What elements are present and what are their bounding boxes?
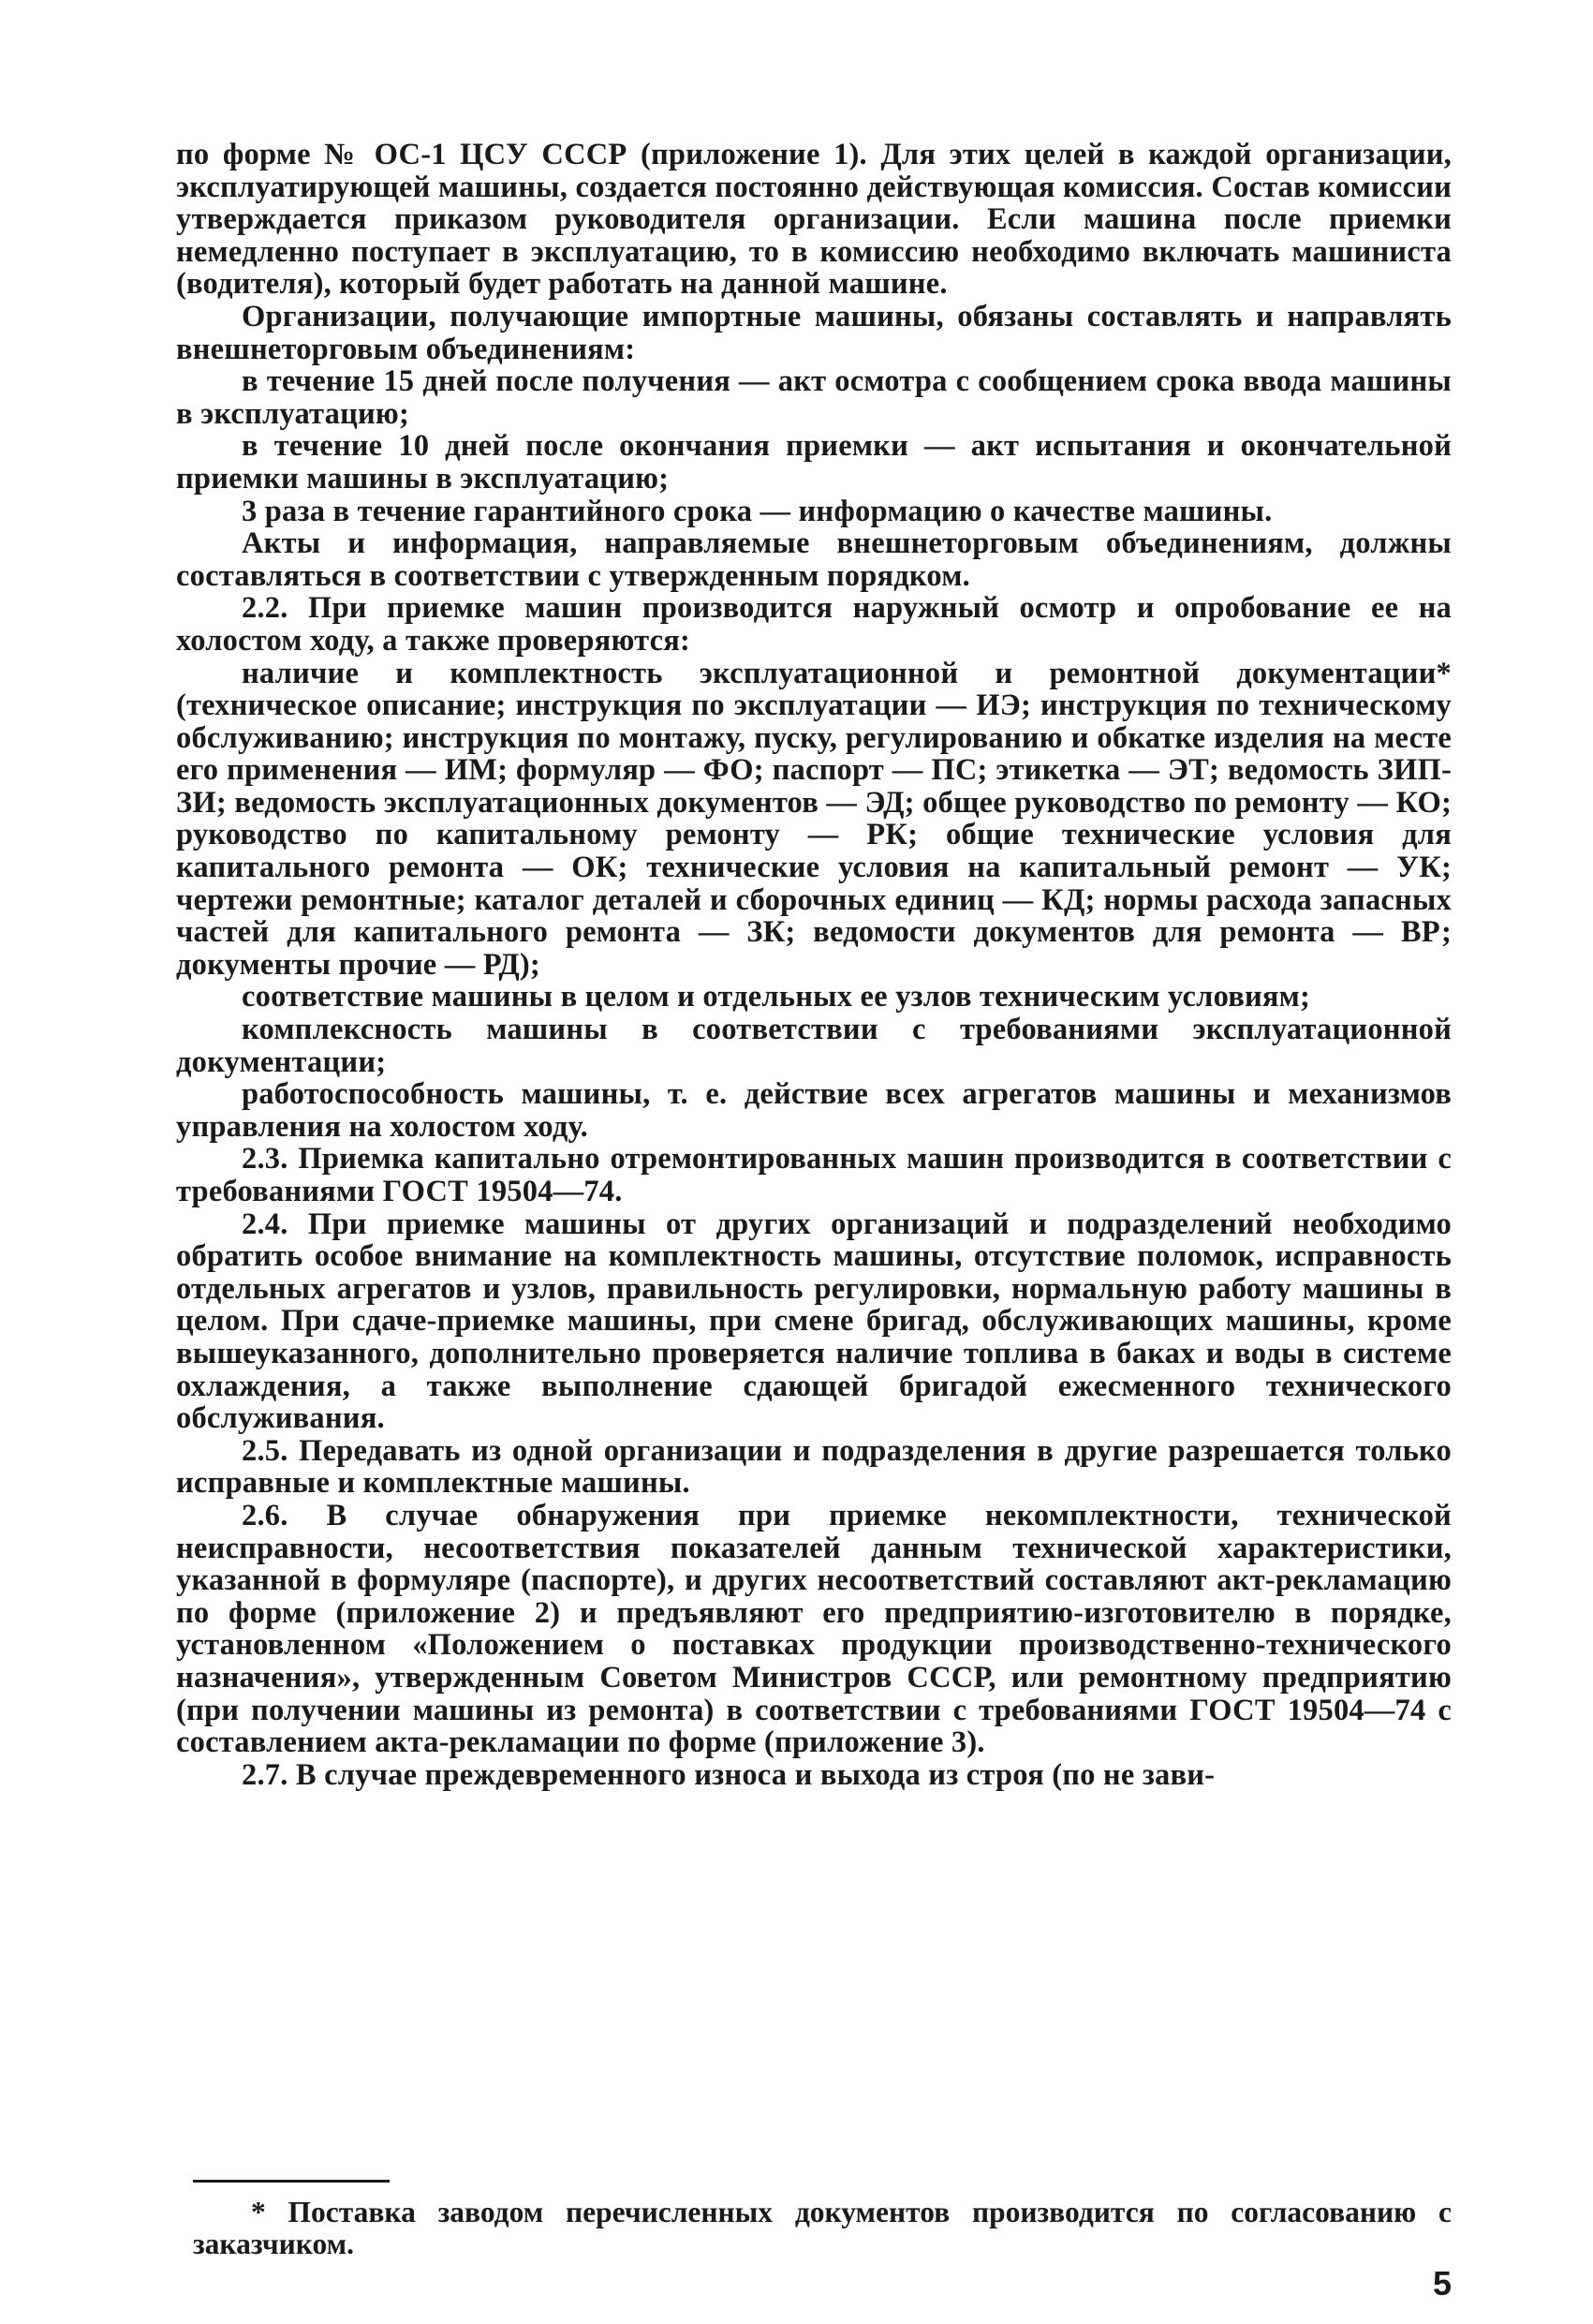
paragraph-warranty: 3 раза в течение гарантийного срока — информацию о качестве машины. xyxy=(242,494,1273,528)
paragraph-10-days: в течение 10 дней после окончания приемки — акт испытания и окончательной приемки машины в эксплуатацию; xyxy=(176,429,1452,496)
footnote-divider xyxy=(193,2180,390,2183)
footnote: * Поставка заводом перечисленных документов производится по согласованию с заказчиком. xyxy=(193,2196,1452,2260)
paragraph-2-4: 2.4. При приемке машины от других организаций и подразделений необходимо обратить особое внимание на комплектность машины, отсутствие поломок, исправность отдельных агрегатов и узлов, правильность регулировки, нормальную работу машины в целом. При сдаче-приемке машины, при смене бригад, обслуживающих машины, кроме вышеуказанного, дополнительно проверяется наличие топлива в баках и воды в системе охлаждения, а также выполнение сдающей бригадой ежесменного технического обслуживания. xyxy=(176,1206,1452,1436)
paragraph-import-machines: Организации, получающие импортные машины, обязаны составлять и направлять внешнеторговым объединениям: xyxy=(176,299,1452,366)
page-number: 5 xyxy=(1432,2264,1452,2302)
paragraph-2-6: 2.6. В случае обнаружения при приемке некомплектности, технической неисправности, несоответствия показателей данным технической характеристики, указанной в формуляре (паспорте), и других несоответствий составляют акт-рекламацию по форме (приложение 2) и предъявляют его предприятию-изготовителю в порядке, установленном «Положением о поставках продукции производственно-технического назначения», утвержденным Советом Министров СССР, или ремонтному предприятию (при получении машины из ремонта) в соответствии с требованиями ГОСТ 19504—74 с составлением акта-рекламации по форме (приложение 3). xyxy=(176,1498,1452,1760)
paragraph-continuation: по форме № ОС-1 ЦСУ СССР (приложение 1). Для этих целей в каждой организации, эксплуатирующей машины, создается постоянно действующая комиссия. Состав комиссии утверждается приказом руководителя организации. Если машина после приемки немедленно поступает в эксплуатацию, то в комиссию необходимо включать машиниста (водителя), который будет работать на данной машине. xyxy=(176,138,1452,302)
paragraph-2-7: 2.7. В случае преждевременного износа и выхода из строя (по не зави- xyxy=(242,1757,1216,1792)
paragraph-15-days: в течение 15 дней после получения — акт осмотра с сообщением срока ввода машины в эксплуатацию; xyxy=(176,364,1452,431)
document-body xyxy=(176,139,1452,1791)
paragraph-operability: работоспособность машины, т. е. действие всех агрегатов машины и механизмов управления на холостом ходу. xyxy=(176,1077,1452,1144)
paragraph-2-5: 2.5. Передавать из одной организации и подразделения в другие разрешается только исправные и комплектные машины. xyxy=(176,1433,1452,1501)
paragraph-conformity: соответствие машины в целом и отдельных ее узлов техническим условиям; xyxy=(242,980,1311,1014)
paragraph-completeness: комплексность машины в соответствии с требованиями эксплуатационной документации; xyxy=(176,1013,1452,1079)
paragraph-acts: Акты и информация, направляемые внешнеторговым объединениям, должны составляться в соответствии с утвержденным порядком. xyxy=(176,526,1452,593)
paragraph-documentation: наличие и комплектность эксплуатационной и ремонтной документации* (техническое описание; инструкция по эксплуатации — ИЭ; инструкция по техническому обслуживанию; инструкция по монтажу, пуску, регулированию и обкатке изделия на месте его применения — ИМ; формуляр — ФО; паспорт — ПС; этикетка — ЭТ; ведомость ЗИП-ЗИ; ведомость эксплуатационных документов — ЭД; общее руководство по ремонту — КО; руководство по капитальному ремонту — РК; общие технические условия для капитального ремонта — ОК; технические условия на капитальный ремонт — УК; чертежи ремонтные; каталог деталей и сборочных единиц — КД; нормы расхода запасных частей для капитального ремонта — ЗК; ведомости документов для ремонта — ВР; документы прочие — РД); xyxy=(176,656,1452,982)
paragraph-2-2: 2.2. При приемке машин производится наружный осмотр и опробование ее на холостом ходу, а также проверяются: xyxy=(176,591,1452,658)
paragraph-2-3: 2.3. Приемка капитально отремонтированных машин производится в соответствии с требованиями ГОСТ 19504—74. xyxy=(176,1142,1452,1208)
